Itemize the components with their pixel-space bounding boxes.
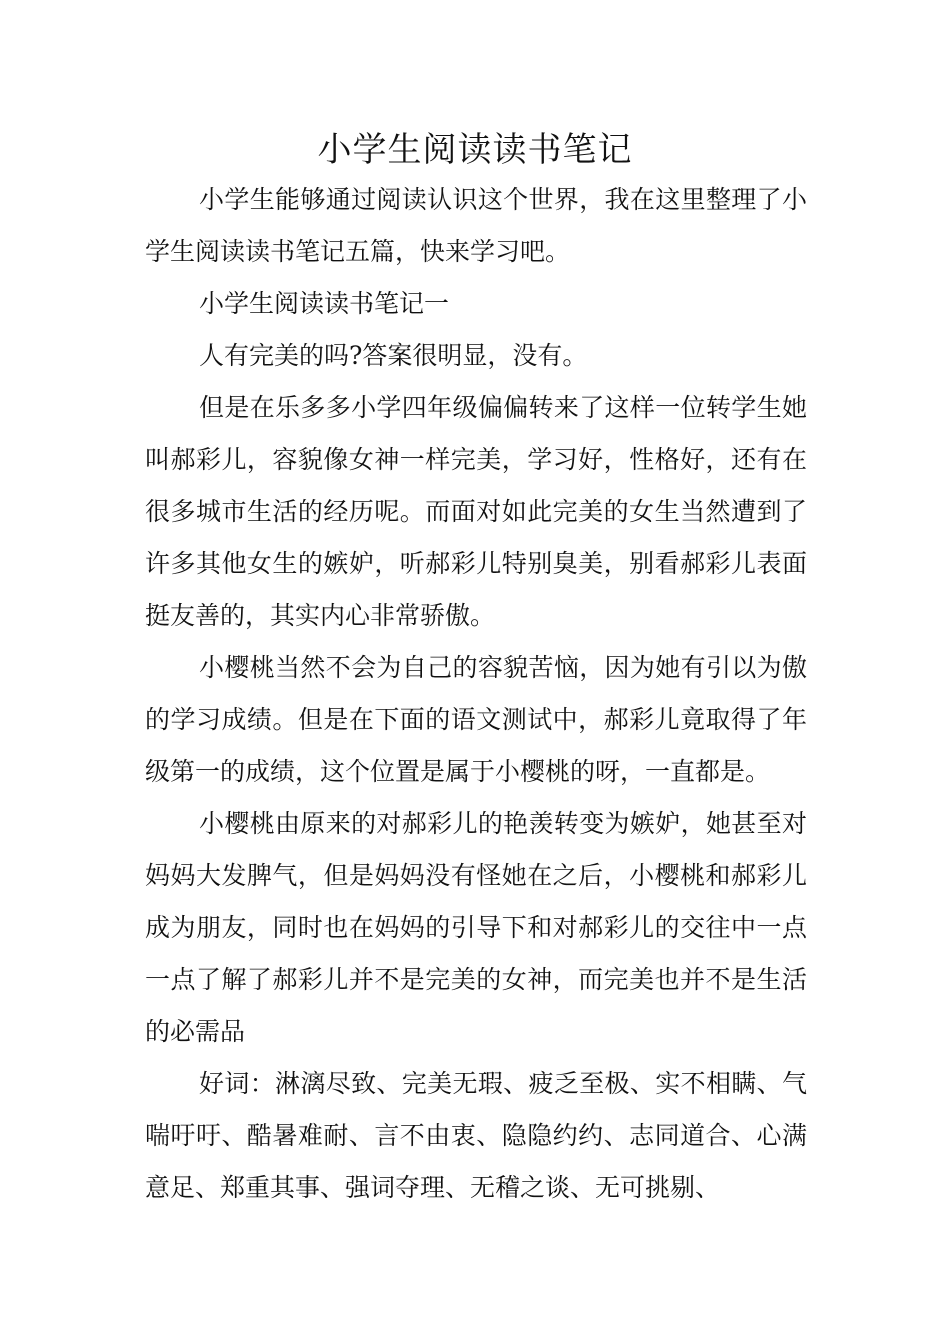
document-title: 小学生阅读读书笔记 [317, 130, 633, 170]
section-heading: 小学生阅读读书笔记一 [199, 289, 450, 318]
paragraph: 小樱桃由原来的对郝彩儿的艳羡转变为嫉妒，她甚至对妈妈大发脾气，但是妈妈没有怪她在之后，小樱桃和郝彩儿成为朋友，同时也在妈妈的引导下和对郝彩儿的交往中一点一点了解了郝彩儿并不是完美的女神，而完美也并不是生活的必需品 [145, 809, 807, 1046]
paragraph: 小樱桃当然不会为自己的容貌苦恼，因为她有引以为傲的学习成绩。但是在下面的语文测试中，郝彩儿竟取得了年级第一的成绩，这个位置是属于小樱桃的呀，一直都是。 [145, 653, 807, 786]
intro-paragraph: 小学生能够通过阅读认识这个世界，我在这里整理了小学生阅读读书笔记五篇，快来学习吧。 [145, 185, 807, 266]
paragraph: 人有完美的吗?答案很明显，没有。 [199, 341, 588, 370]
good-words-paragraph: 好词：淋漓尽致、完美无瑕、疲乏至极、实不相瞒、气喘吁吁、酷暑难耐、言不由衷、隐隐约约、志同道合、心满意足、郑重其事、强词夺理、无稽之谈、无可挑剔、 [145, 1069, 807, 1202]
document-body [145, 174, 807, 1214]
paragraph: 但是在乐多多小学四年级偏偏转来了这样一位转学生她叫郝彩儿，容貌像女神一样完美，学习好，性格好，还有在很多城市生活的经历呢。而面对如此完美的女生当然遭到了许多其他女生的嫉妒，听郝彩儿特别臭美，别看郝彩儿表面挺友善的，其实内心非常骄傲。 [145, 393, 807, 630]
